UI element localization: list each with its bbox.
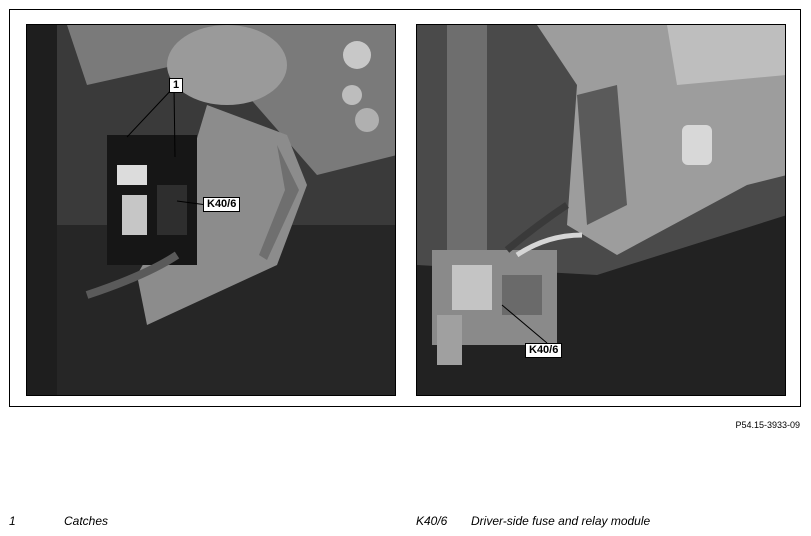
- legend-key-1: 1: [9, 514, 16, 528]
- legend-text-1: Catches: [64, 514, 109, 528]
- photo-right: [416, 24, 786, 396]
- callout-catches: 1: [169, 78, 183, 93]
- legend-text-2: Driver-side fuse and relay module: [471, 514, 651, 528]
- photo-left: [26, 24, 396, 396]
- photo-right-image: [417, 25, 786, 396]
- callout-k40-6-left: K40/6: [203, 197, 240, 212]
- figure-code: P54.15-3933-09: [735, 420, 800, 430]
- callout-k40-6-right: K40/6: [525, 343, 562, 358]
- legend-key-2: K40/6: [416, 514, 448, 528]
